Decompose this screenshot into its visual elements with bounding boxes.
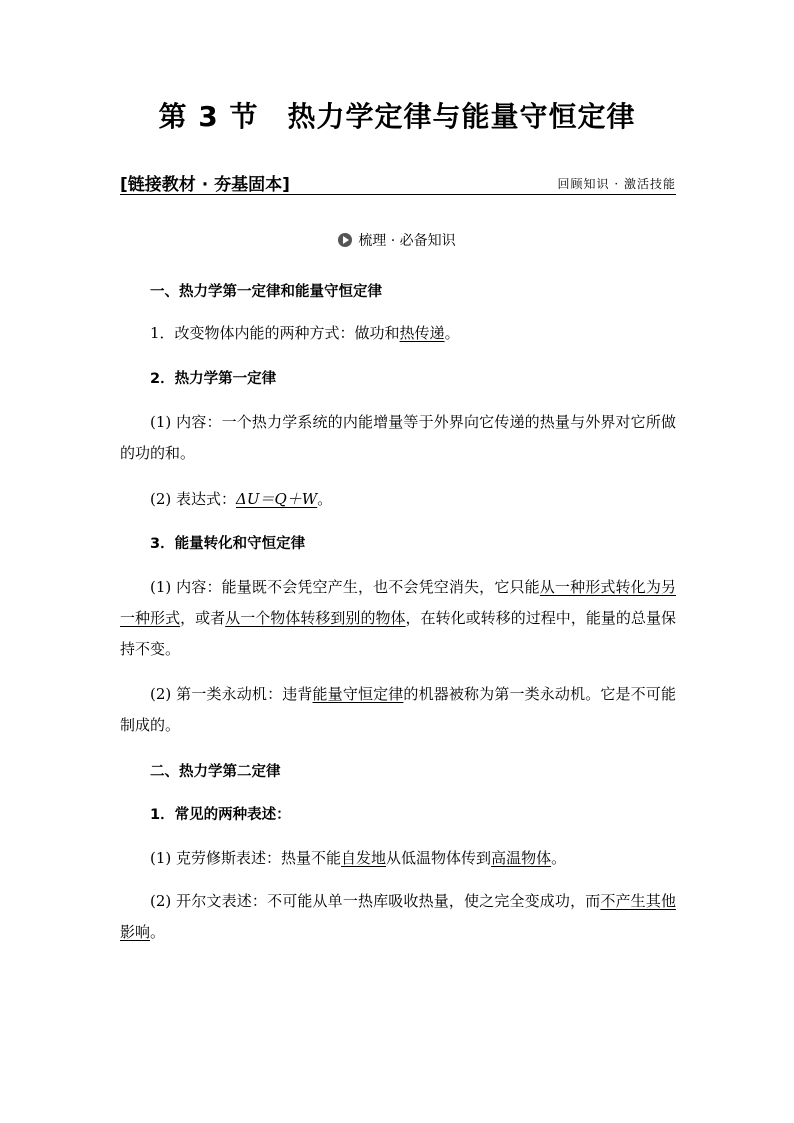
- paragraph-kelvin: (2) 开尔文表述：不可能从单一热库吸收热量，使之完全变成功，而不产生其他影响。: [120, 892, 676, 941]
- underlined-answer: 能量守恒定律: [312, 685, 404, 703]
- underlined-answer: 从一种形式转化为另一种形式: [120, 578, 676, 627]
- section-heading-1: 一、热力学第一定律和能量守恒定律: [150, 284, 382, 300]
- underlined-answer: 热传递: [399, 324, 445, 342]
- paragraph-1: 1．改变物体内能的两种方式：做功和热传递。: [150, 324, 460, 342]
- subsection-heading-2: 2．热力学第一定律: [150, 371, 277, 387]
- banner-right-label: 回顾知识 · 激活技能: [557, 177, 676, 191]
- subhead-label: 梳理 · 必备知识: [358, 233, 456, 249]
- section-banner: [120, 170, 676, 195]
- underlined-answer: 不产生其他影响: [120, 892, 676, 941]
- paragraph-clausius: (1) 克劳修斯表述：热量不能自发地从低温物体传到高温物体。: [150, 849, 567, 867]
- paragraph-content: (1) 内容：一个热力学系统的内能增量等于外界向它传递的热量与外界对它所做的功的和。: [120, 413, 676, 462]
- subsection-heading-3: 3．能量转化和守恒定律: [150, 536, 306, 552]
- page-title: 第 3 节 热力学定律与能量守恒定律: [158, 100, 636, 133]
- subhead: [0, 230, 794, 250]
- subsection-heading-common: 1．常见的两种表述：: [150, 807, 291, 823]
- paragraph-perpetual-motion: (2) 第一类永动机：违背能量守恒定律的机器被称为第一类永动机。它是不可能制成的。: [120, 685, 676, 734]
- section-heading-2: 二、热力学第二定律: [150, 764, 281, 780]
- underlined-answer: 从一个物体转移到别的物体: [225, 609, 406, 627]
- play-circle-icon: [338, 233, 352, 247]
- paragraph-energy-conservation: (1) 内容：能量既不会凭空产生，也不会凭空消失，它只能从一种形式转化为另一种形式，或者从一个物体转移到别的物体，在转化或转移的过程中，能量的总量保持不变。: [120, 578, 676, 658]
- underlined-answer: 高温物体: [491, 849, 552, 867]
- underlined-answer: 自发地: [341, 849, 387, 867]
- paragraph-formula: (2) 表达式：ΔU＝Q＋W。: [150, 490, 333, 508]
- formula: ΔU＝Q＋W: [236, 490, 318, 508]
- banner-left-label: [链接教材 · 夯基固本]: [120, 175, 290, 195]
